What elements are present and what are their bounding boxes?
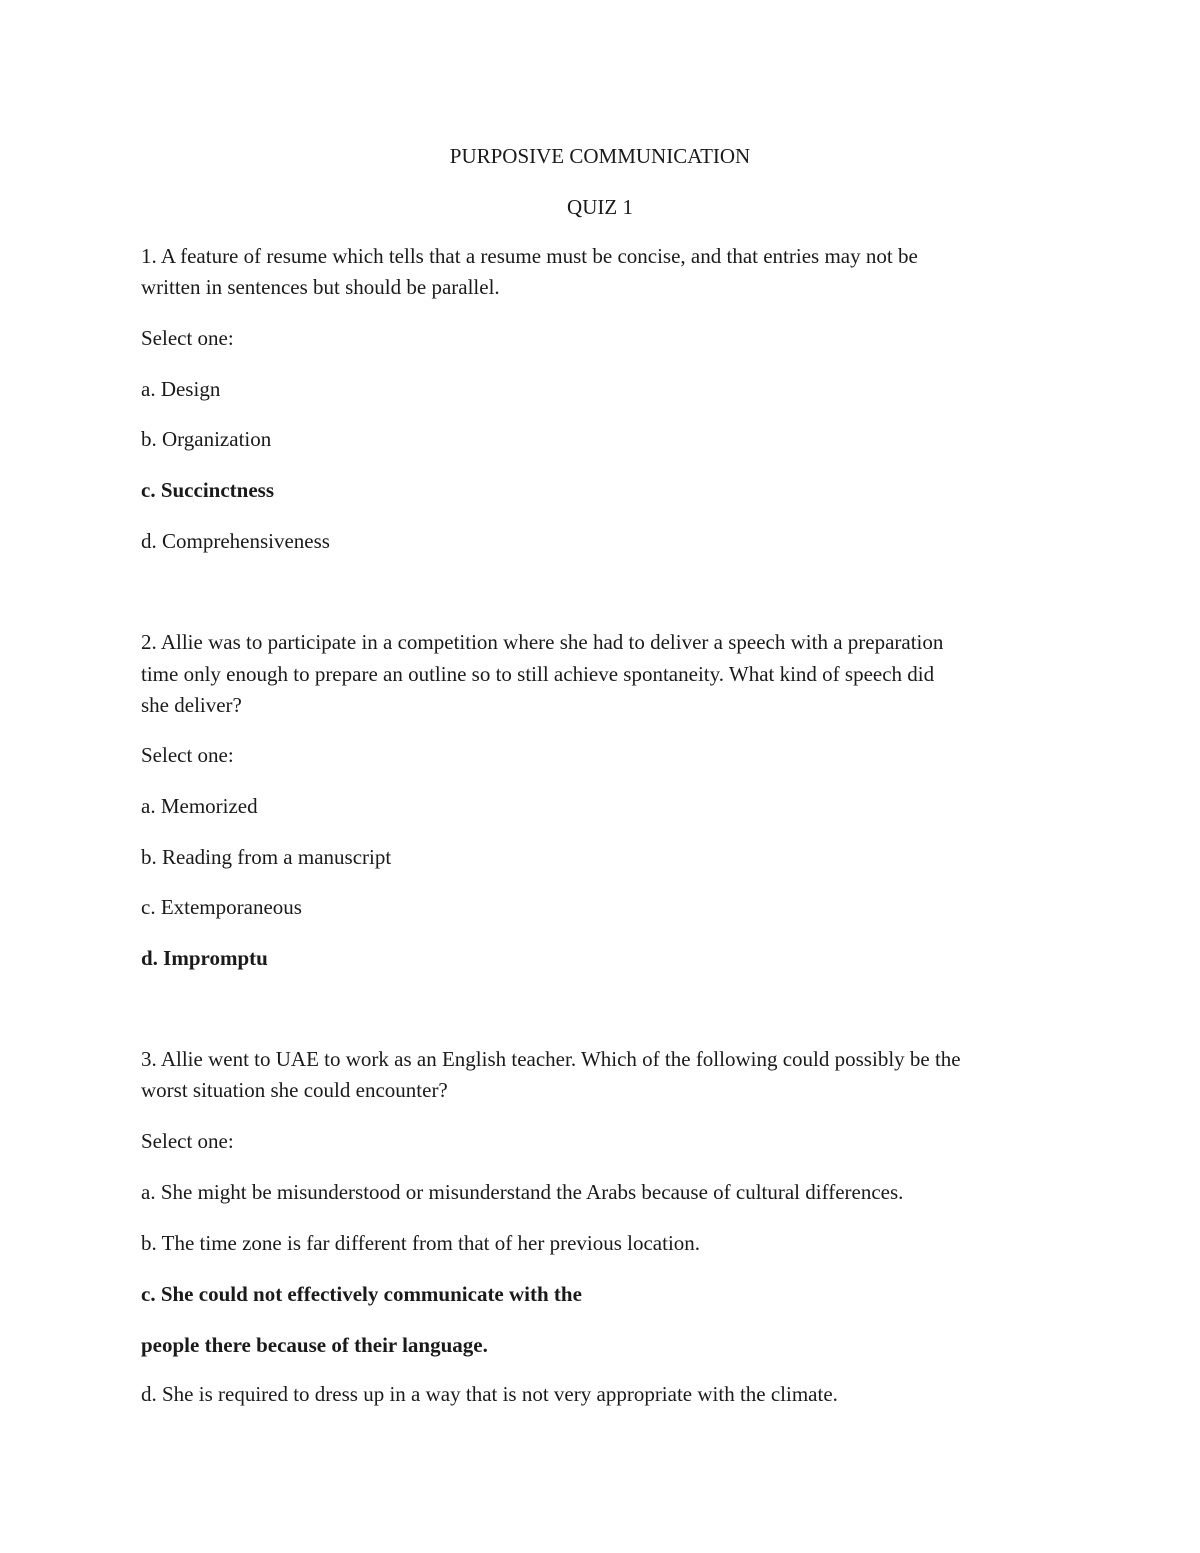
question-2-option-c: c. Extemporaneous bbox=[141, 895, 302, 919]
question-2-option-b: b. Reading from a manuscript bbox=[141, 845, 392, 869]
question-3-instruction: Select one: bbox=[141, 1129, 234, 1153]
question-2-prompt-line-2: time only enough to prepare an outline so to still achieve spontaneity. What kind of speech did bbox=[141, 662, 935, 686]
question-1-option-a: a. Design bbox=[141, 377, 221, 401]
question-1-instruction: Select one: bbox=[141, 326, 234, 350]
question-1-prompt-line-1: 1. A feature of resume which tells that a resume must be concise, and that entries may not be bbox=[141, 244, 918, 268]
quiz-number: QUIZ 1 bbox=[567, 195, 633, 219]
question-1-prompt-line-2: written in sentences but should be parallel. bbox=[141, 275, 500, 299]
question-1-option-d: d. Comprehensiveness bbox=[141, 529, 330, 553]
question-2-option-a: a. Memorized bbox=[141, 794, 258, 818]
question-3-prompt-line-1: 3. Allie went to UAE to work as an English teacher. Which of the following could possibly be the bbox=[141, 1047, 961, 1071]
question-2-prompt-line-3: she deliver? bbox=[141, 693, 242, 717]
question-3-option-c-answer: c. She could not effectively communicate with the bbox=[141, 1282, 582, 1306]
question-3-option-d: d. She is required to dress up in a way that is not very appropriate with the climate. bbox=[141, 1382, 838, 1406]
question-2-prompt-line-1: 2. Allie was to participate in a competition where she had to deliver a speech with a preparation bbox=[141, 630, 944, 654]
question-3-option-b: b. The time zone is far different from that of her previous location. bbox=[141, 1231, 701, 1255]
question-2-option-d-answer: d. Impromptu bbox=[141, 946, 268, 970]
question-3-option-c-answer-continued: people there because of their language. bbox=[141, 1333, 488, 1357]
document-title: PURPOSIVE COMMUNICATION bbox=[449, 144, 751, 168]
question-1-option-b: b. Organization bbox=[141, 427, 272, 451]
question-2-instruction: Select one: bbox=[141, 743, 234, 767]
question-3-prompt-line-2: worst situation she could encounter? bbox=[141, 1078, 448, 1102]
question-3-option-a: a. She might be misunderstood or misunderstand the Arabs because of cultural differences. bbox=[141, 1180, 904, 1204]
question-1-option-c-answer: c. Succinctness bbox=[141, 478, 274, 502]
